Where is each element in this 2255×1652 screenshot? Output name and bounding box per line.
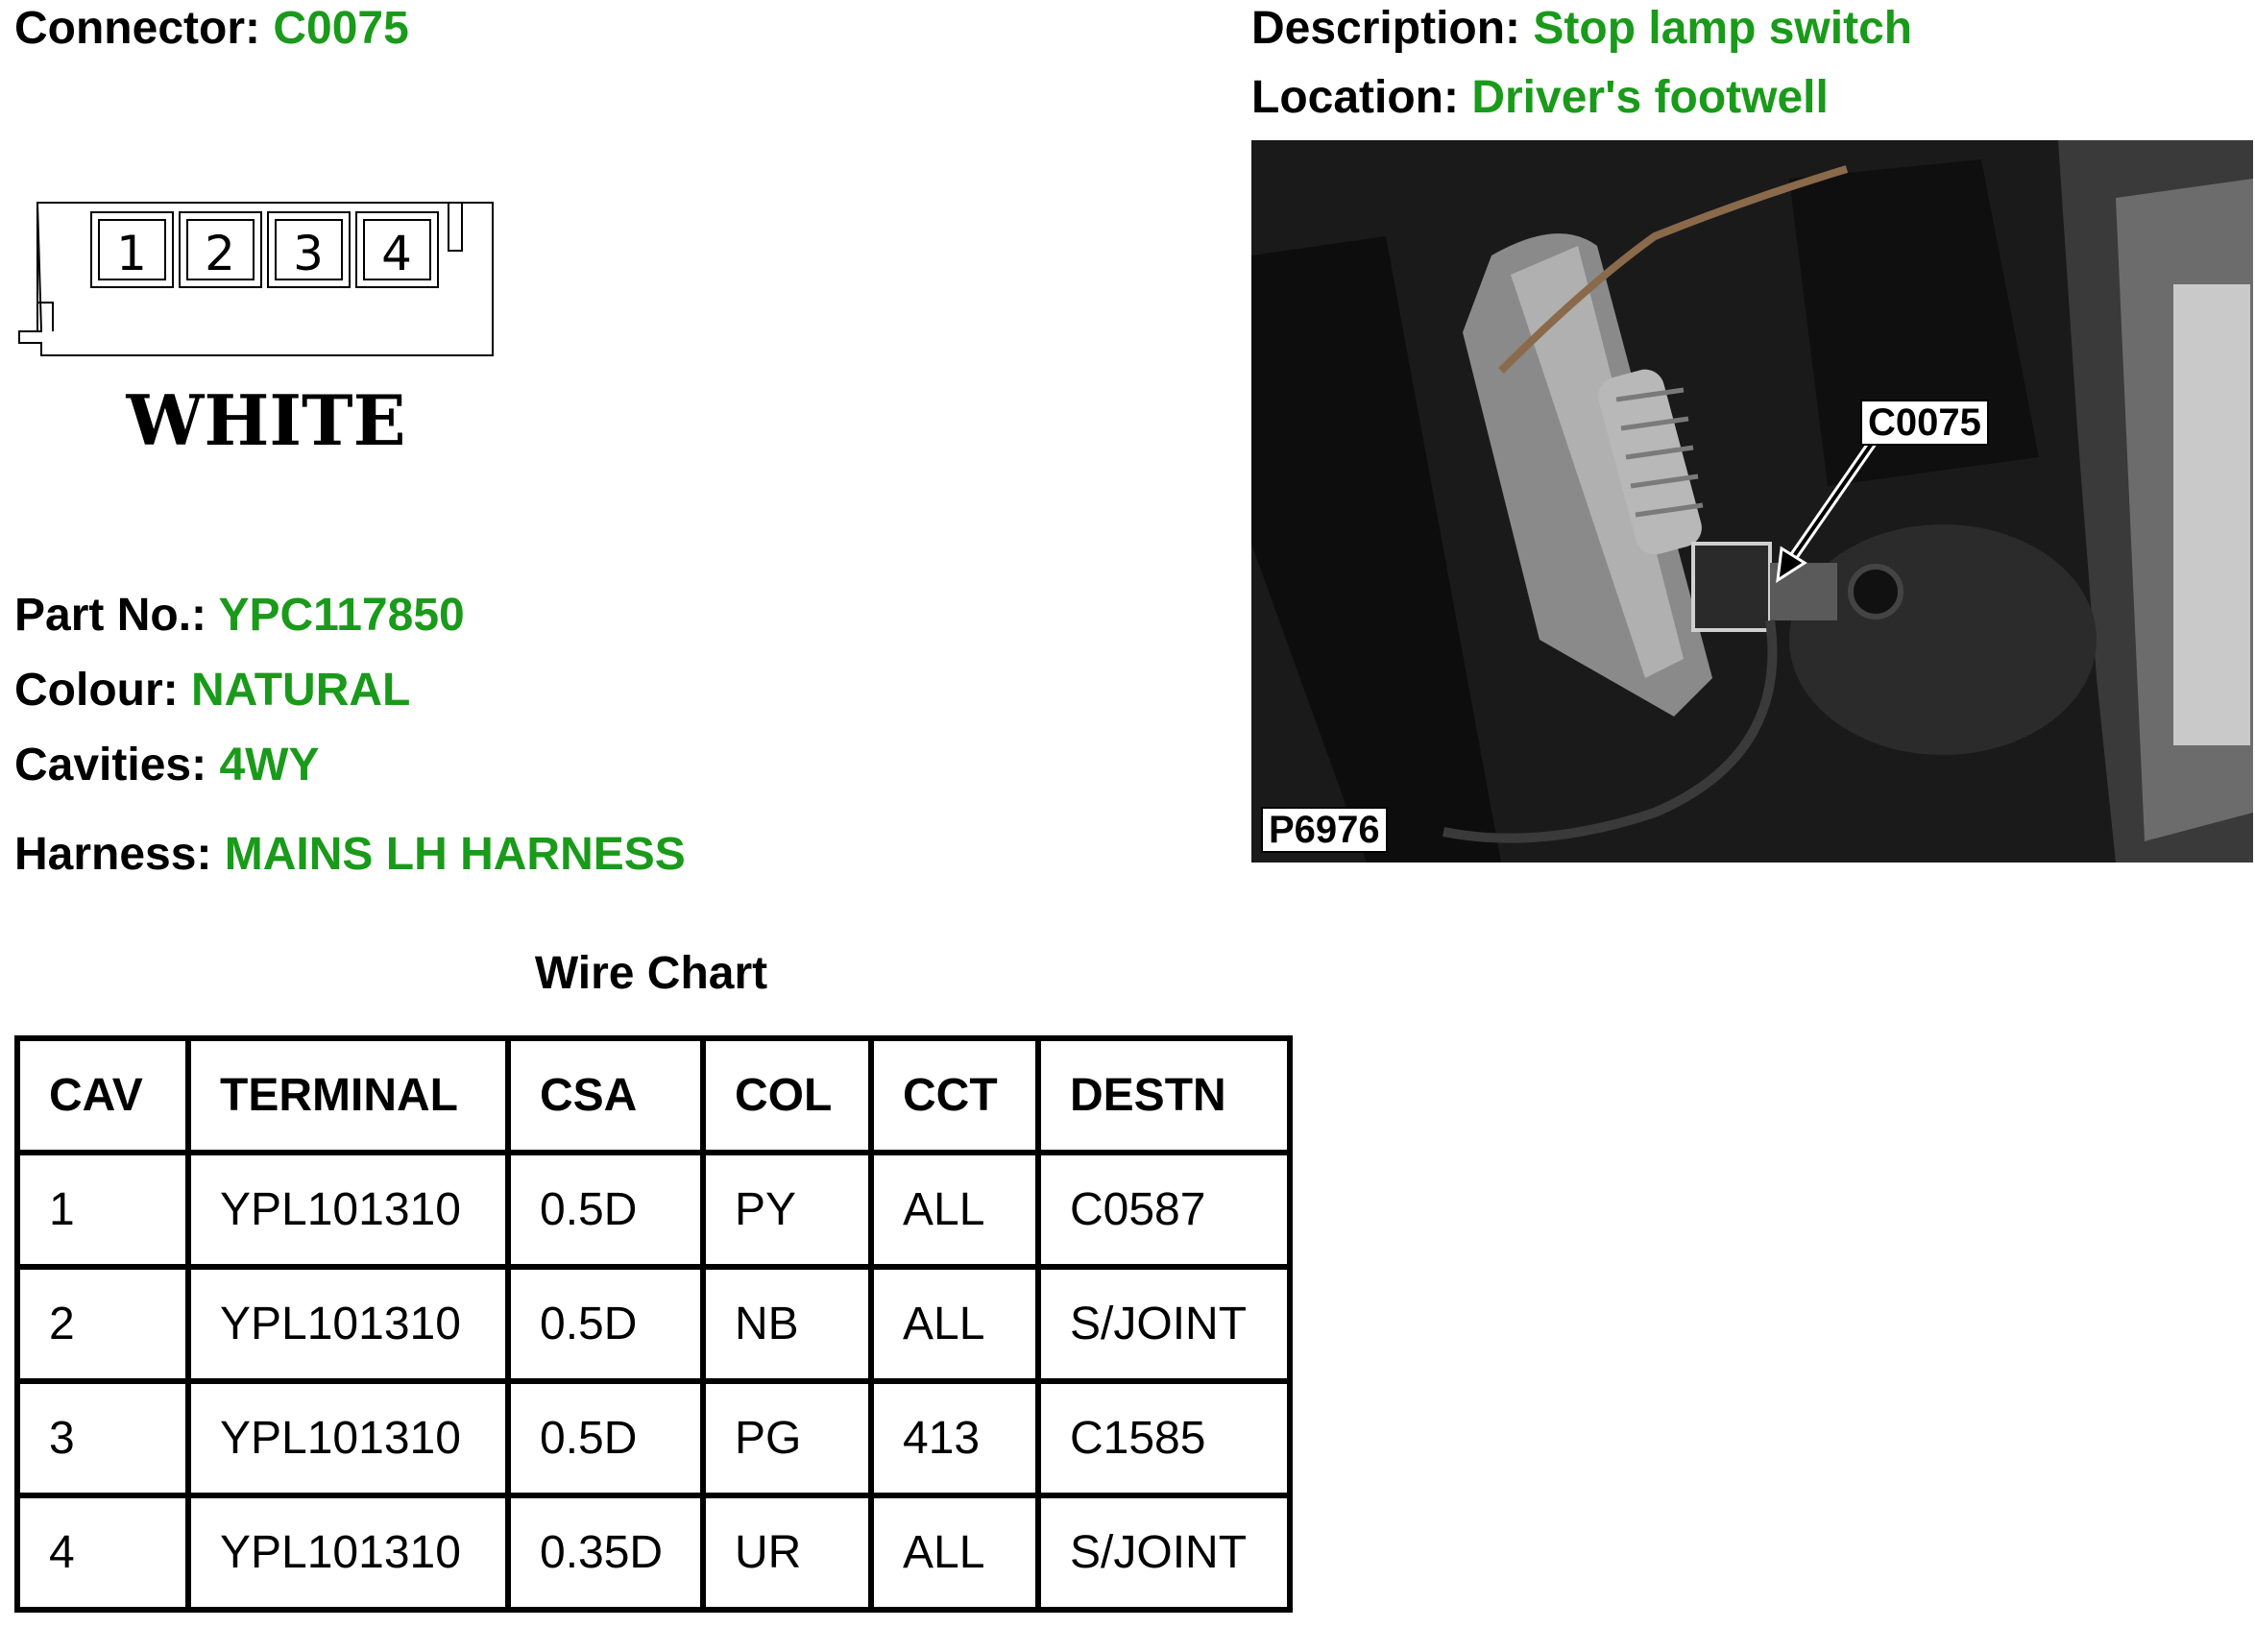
photo-reference: P6976 [1261,807,1388,853]
wire-chart-table [14,1035,1293,1613]
connector-label: Connector: [14,3,260,54]
cavities-value: 4WY [219,740,320,790]
cell-cct: ALL [871,1267,1038,1381]
cell-csa: 0.5D [508,1267,703,1381]
cell-col: UR [703,1495,871,1610]
description-value: Stop lamp switch [1533,3,1913,54]
cell-cav: 2 [17,1267,188,1381]
cell-cct: ALL [871,1153,1038,1267]
cell-cav: 4 [17,1495,188,1610]
harness-value: MAINS LH HARNESS [224,829,686,880]
cell-terminal: YPL101310 [188,1153,508,1267]
table-row [17,1153,1290,1267]
harness-field [14,829,686,880]
location-label: Location: [1251,72,1459,123]
part-no-label: Part No.: [14,590,207,641]
footwell-photo-illustration [1251,140,2253,862]
column-header-csa: CSA [508,1038,703,1153]
table-row [17,1495,1290,1610]
column-header-destn: DESTN [1038,1038,1290,1153]
part-no-value: YPC117850 [218,590,465,641]
photo-connector-callout: C0075 [1860,400,1989,446]
colour-field [14,665,411,716]
connector-value: C0075 [273,3,409,54]
cell-col: PG [703,1381,871,1495]
cell-terminal: YPL101310 [188,1267,508,1381]
cavity-4 [356,212,438,287]
cavity-number-4: 4 [381,226,412,281]
location-photo [1251,140,2253,862]
connector-field [14,3,409,54]
location-field [1251,72,1829,123]
cavity-number-1: 1 [116,226,147,281]
cell-terminal: YPL101310 [188,1495,508,1610]
cell-cct: ALL [871,1495,1038,1610]
column-header-cav: CAV [17,1038,188,1153]
cavity-number-2: 2 [205,226,235,281]
table-row [17,1381,1290,1495]
cell-cav: 1 [17,1153,188,1267]
column-header-cct: CCT [871,1038,1038,1153]
cell-csa: 0.5D [508,1153,703,1267]
connector-face-diagram [14,197,495,456]
cell-col: NB [703,1267,871,1381]
part-no-field [14,590,465,641]
cell-destn: C1585 [1038,1381,1290,1495]
cell-destn: C0587 [1038,1153,1290,1267]
cell-destn: S/JOINT [1038,1495,1290,1610]
wire-chart-title: Wire Chart [534,948,768,999]
cell-cav: 3 [17,1381,188,1495]
description-label: Description: [1251,3,1521,54]
cell-destn: S/JOINT [1038,1267,1290,1381]
cavity-number-3: 3 [293,226,324,281]
description-field [1251,3,1913,54]
column-header-terminal: TERMINAL [188,1038,508,1153]
cavity-1 [91,212,173,287]
cavity-3 [268,212,350,287]
colour-label: Colour: [14,665,179,716]
cell-csa: 0.35D [508,1495,703,1610]
location-value: Driver's footwell [1471,72,1829,123]
cavities-label: Cavities: [14,740,207,790]
cavities-field [14,742,319,789]
cell-col: PY [703,1153,871,1267]
cell-csa: 0.5D [508,1381,703,1495]
harness-label: Harness: [14,829,212,880]
cavity-2 [180,212,261,287]
cell-cct: 413 [871,1381,1038,1495]
colour-value: NATURAL [190,665,411,716]
cell-terminal: YPL101310 [188,1381,508,1495]
connector-colour-label: WHITE [126,379,406,456]
table-header-row [17,1038,1290,1153]
column-header-col: COL [703,1038,871,1153]
table-row [17,1267,1290,1381]
